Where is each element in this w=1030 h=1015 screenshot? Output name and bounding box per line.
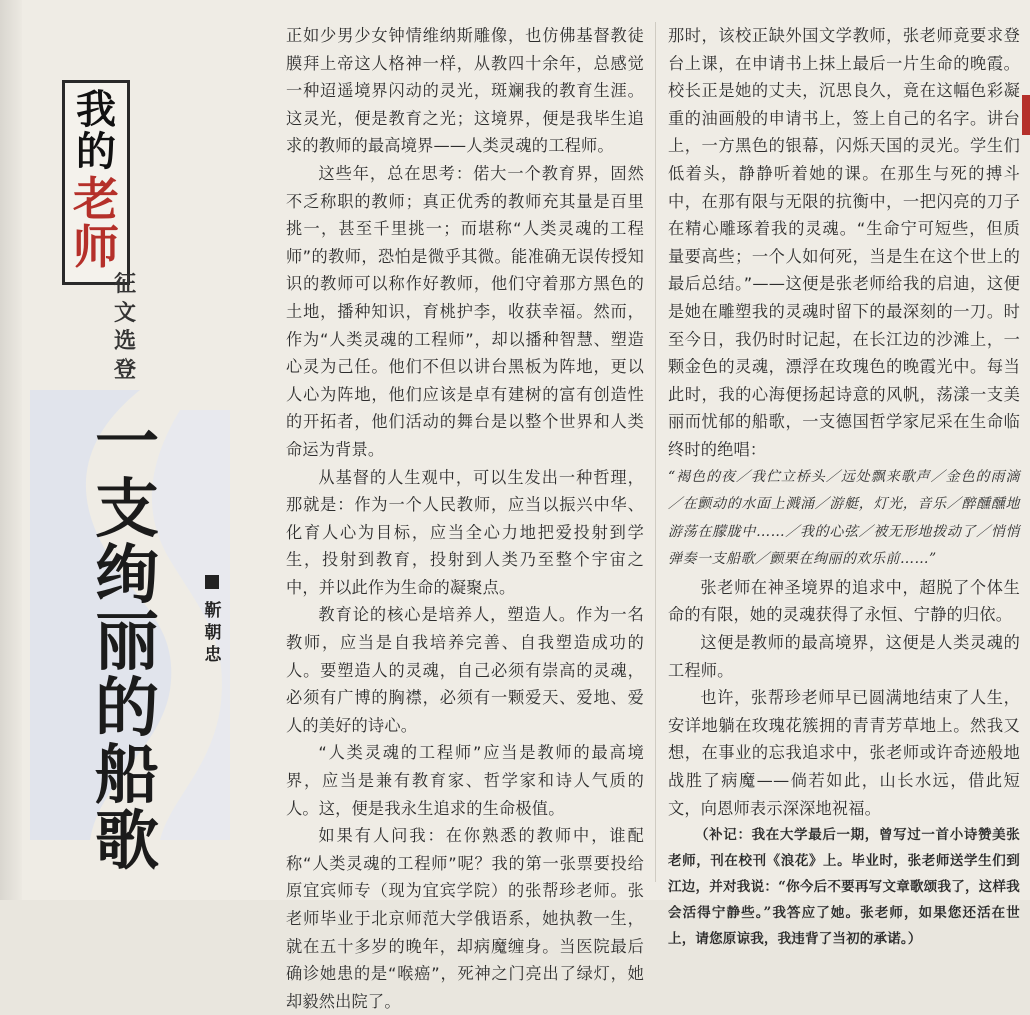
paragraph: “人类灵魂的工程师”应当是教师的最高境界，应当是兼有教育家、哲学家和诗人气质的人。这，便是我永生追求的生命极值。: [286, 743, 644, 818]
paragraph: 那时，该校正缺外国文学教师，张老师竟要求登台上课，在申请书上抹上最后一片生命的晚霞。校长正是她的丈夫，沉思良久，竟在这幅色彩凝重的油画般的申请书上，签上自己的名字。讲台上，一方黑色的银幕，闪烁天国的灵光。学生们低着头，静静听着她的课。在那生与死的搏斗中，在那有限与无限的抗衡中，一把闪亮的刀子在精心雕琢着我的灵魂。“生命宁可短些，但质量要高些；一个人如何死，当是生在这个世上的最后总结。”——这便是张老师给我的启迪，这便是她在雕塑我的灵魂时留下的最深刻的一刀。时至今日，我仍时时记起，在长江边的沙滩上，一颗金色的灵魂，漂浮在玫瑰色的晚霞光中。每当此时，我的心海便扬起诗意的风帆，荡漾一支美丽而忧郁的船歌，一支德国哲学家尼采在生命临终时的绝唱：: [668, 26, 1020, 459]
text-column-2: [668, 22, 1020, 948]
author-name: 靳朝忠: [204, 601, 222, 666]
series-title-char: 师: [73, 220, 119, 275]
paragraph: 也许，张帮珍老师早已圆满地结束了人生，安详地躺在玫瑰花簇拥的青青芳草地上。然我又想，在事业的忘我追求中，张老师或许奇迹般地战胜了病魔——倘若如此，山长水远，借此短文，向恩师表示深深地祝福。: [668, 688, 1020, 818]
series-title-char: 我: [76, 86, 116, 133]
paragraph: 正如少男少女钟情维纳斯雕像，也仿佛基督教徒膜拜上帝这人格神一样，从教四十余年，总感觉一种迢遥境界闪动的灵光，斑斓我的教育生涯。这灵光，便是教育之光；这境界，便是我毕生追求的教师的最高境界——人类灵魂的工程师。: [286, 26, 644, 156]
postscript-note: （补记：我在大学最后一期，曾写过一首小诗赞美张老师，刊在校刊《浪花》上。毕业时，张老师送学生们到江边，并对我说：“你今后不要再写文章歌颂我了，这样我会活得宁静些。”我答应了她。张老师，如果您还活在世上，请您原谅我，我违背了当初的承诺。）: [668, 827, 1020, 948]
paragraph: 如果有人问我：在你熟悉的教师中，谁配称“人类灵魂的工程师”呢？我的第一张票要投给原宜宾师专（现为宜宾学院）的张帮珍老师。张老师毕业于北京师范大学俄语系，她执教一生，就在五十多岁的晚年，却病魔缠身。当医院最后确诊她患的是“喉癌”，死神之门亮出了绿灯，她却毅然出院了。: [286, 826, 644, 1011]
paragraph: 教育论的核心是培养人，塑造人。作为一名教师，应当是自我培养完善、自我塑造成功的人。要塑造人的灵魂，自己必须有崇高的灵魂，必须有广博的胸襟，必须有一颗爱天、爱地、爱人的美好的诗心。: [286, 605, 644, 735]
page-fold-shadow: [0, 0, 22, 900]
series-title-char: 的: [76, 128, 116, 175]
text-column-1: [286, 22, 644, 1011]
paragraph: 从基督的人生观中，可以生发出一种哲理，那就是：作为一个人民教师，应当以振兴中华、化育人心为目标，应当全心力地把爱投射到学生，投射到教育，投射到人类乃至整个宇宙之中，并以此作为生命的凝聚点。: [286, 467, 644, 597]
series-title-char: 老: [73, 172, 119, 226]
paragraph: 这便是教师的最高境界，这便是人类灵魂的工程师。: [668, 633, 1020, 680]
series-subtitle: 征文选登: [113, 271, 136, 383]
series-title-box: [62, 80, 130, 285]
column-divider: [655, 22, 656, 882]
paragraph: 张老师在神圣境界的追求中，超脱了个体生命的有限，她的灵魂获得了永恒、宁静的归依。: [668, 577, 1020, 625]
poem-quote: “褐色的夜／我伫立桥头／远处飘来歌声／金色的雨滴／在颤动的水面上溅涌／游艇，灯光，音乐／醉醺醺地游荡在朦胧中……／我的心弦／被无形地拨动了／悄悄弹奏一支船歌／颤栗在绚丽的欢乐前……”: [668, 468, 1020, 568]
paragraph: 这些年，总在思考：偌大一个教育界，固然不乏称职的教师；真正优秀的教师充其量是百里挑一，甚至千里挑一；而堪称“人类灵魂的工程师”的教师，恐怕是微乎其微。能准确无误传授知识的教师可以称作好教师，他们守着那方黑色的土地，播种知识，育桃护李，收获幸福。然而，作为“人类灵魂的工程师”，却以播种智慧、塑造心灵为己任。他们不但以讲台黑板为阵地，更以人心为阵地，他们应该是卓有建树的富有创造性的开拓者，他们活动的舞台是以整个世界和人类命运为背景。: [286, 163, 644, 459]
author-square-icon: [205, 575, 219, 589]
edge-color-mark: [1022, 95, 1030, 135]
article-title: 一支绚丽的船歌: [95, 405, 159, 880]
